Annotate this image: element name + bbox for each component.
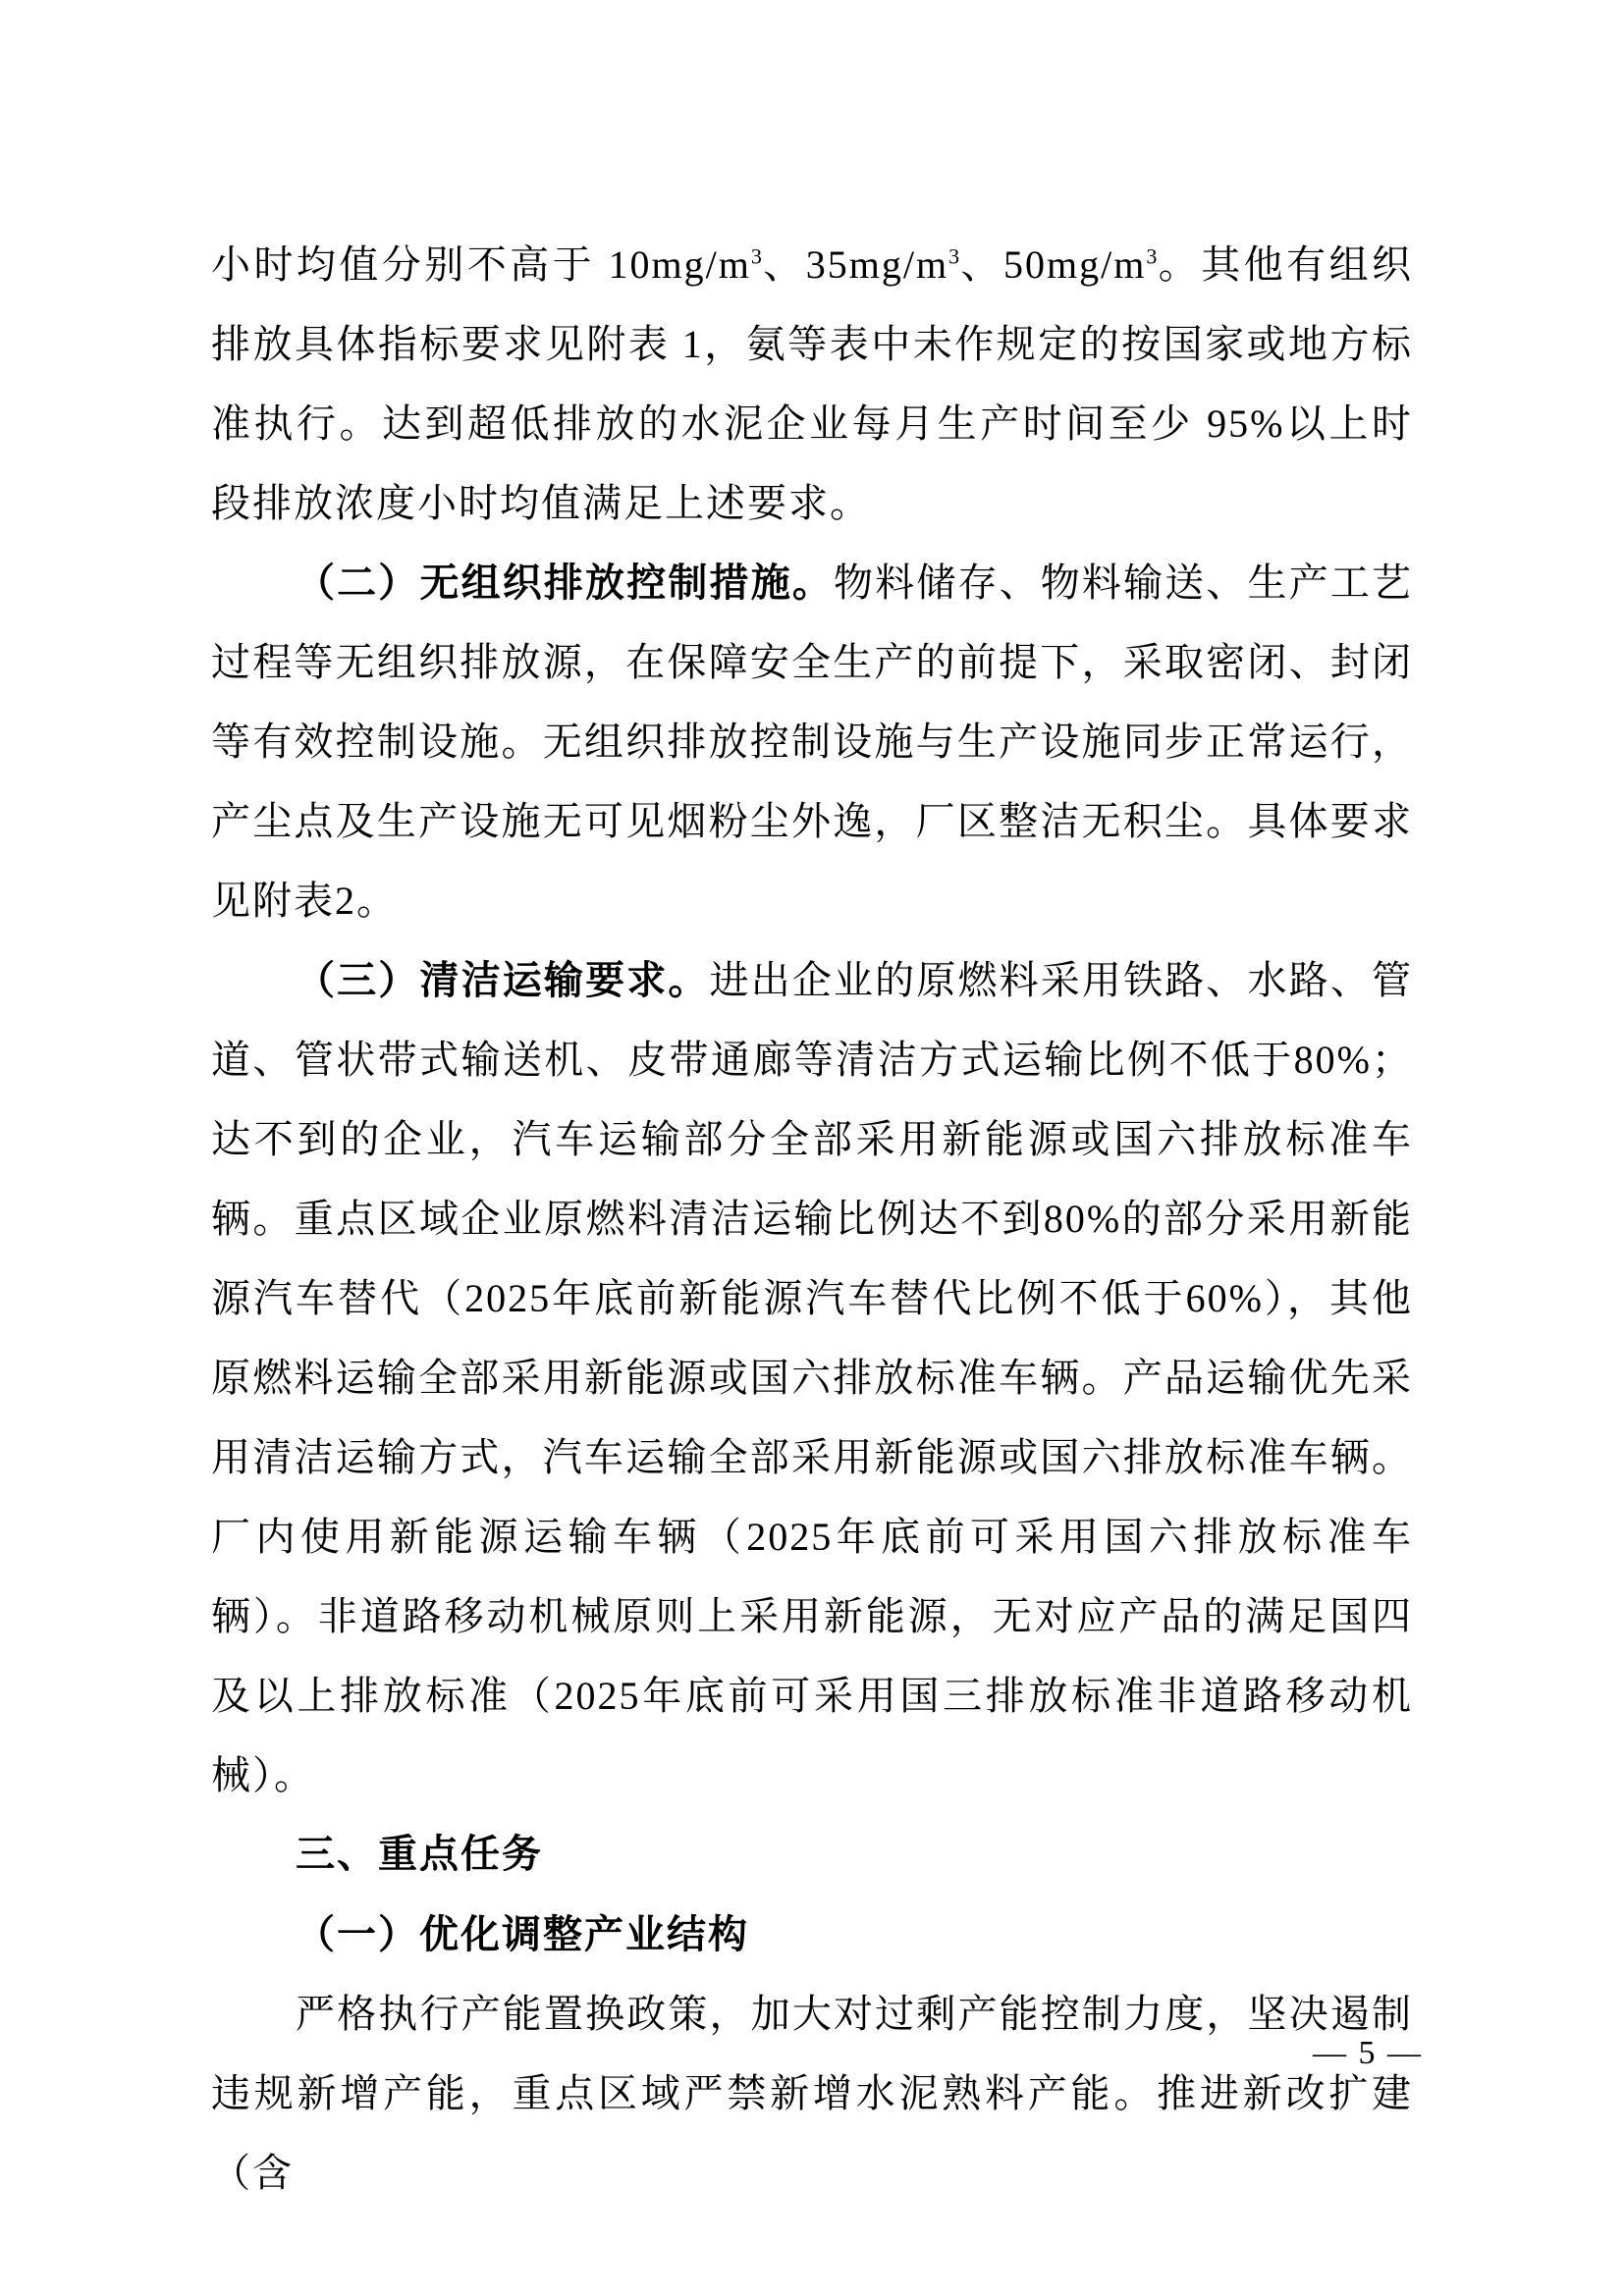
paragraph-text: 严格执行产能置换政策，加大对过剩产能控制力度，坚决遏制违规新增产能，重点区域严禁新增水泥熟料产能。推进新改扩建（含 (211, 1992, 1413, 2195)
page-number: — 5 — (1313, 2035, 1423, 2071)
paragraph-text: 物料储存、物料输送、生产工艺过程等无组织排放源，在保障安全生产的前提下，采取密闭、封闭等有效控制设施。无组织排放控制设施与生产设施同步正常运行，产尘点及生产设施无可见烟粉尘外逸，厂区整洁无积尘。具体要求见附表2。 (211, 561, 1413, 923)
section-heading (211, 1895, 1413, 1974)
superscript: 3 (750, 243, 762, 269)
section-heading (211, 1815, 1413, 1895)
paragraph-lead-label: （三）清洁运输要求。 (296, 958, 710, 1002)
paragraph (211, 1974, 1413, 2213)
paragraph-lead-label: （二）无组织排放控制措施。 (296, 561, 834, 605)
document-body (211, 225, 1413, 2213)
paragraph-lead-label: 三、重点任务 (296, 1833, 543, 1876)
paragraph-lead-label: （一）优化调整产业结构 (296, 1912, 749, 1956)
superscript: 3 (948, 243, 960, 269)
paragraph-text: 、35mg/m (761, 242, 949, 287)
paragraph-text: 进出企业的原燃料采用铁路、水路、管道、管状带式输送机、皮带通廊等清洁方式运输比例不低于80%；达不到的企业，汽车运输部分全部采用新能源或国六排放标准车辆。重点区域企业原燃料清洁运输比例达不到80%的部分采用新能源汽车替代（2025年底前新能源汽车替代比例不低于60%），其他原燃料运输全部采用新能源或国六排放标准车辆。产品运输优先采用清洁运输方式，汽车运输全部采用新能源或国六排放标准车辆。厂内使用新能源运输车辆（2025年底前可采用国六排放标准车辆）。非道路移动机械原则上采用新能源，无对应产品的满足国四及以上排放标准（2025年底前可采用国三排放标准非道路移动机械）。 (211, 958, 1414, 1797)
paragraph (211, 543, 1413, 940)
paragraph (211, 225, 1413, 543)
paragraph (211, 940, 1413, 1815)
paragraph-text: 。其他有组织排放具体指标要求见附表 1，氨等表中未作规定的按国家或地方标准执行。达到超低排放的水泥企业每月生产时间至少 95%以上时段排放浓度小时均值满足上述要求。 (211, 242, 1414, 525)
superscript: 3 (1146, 243, 1158, 269)
paragraph-text: 小时均值分别不高于 10mg/m (211, 242, 751, 287)
paragraph-text: 、50mg/m (959, 242, 1147, 287)
